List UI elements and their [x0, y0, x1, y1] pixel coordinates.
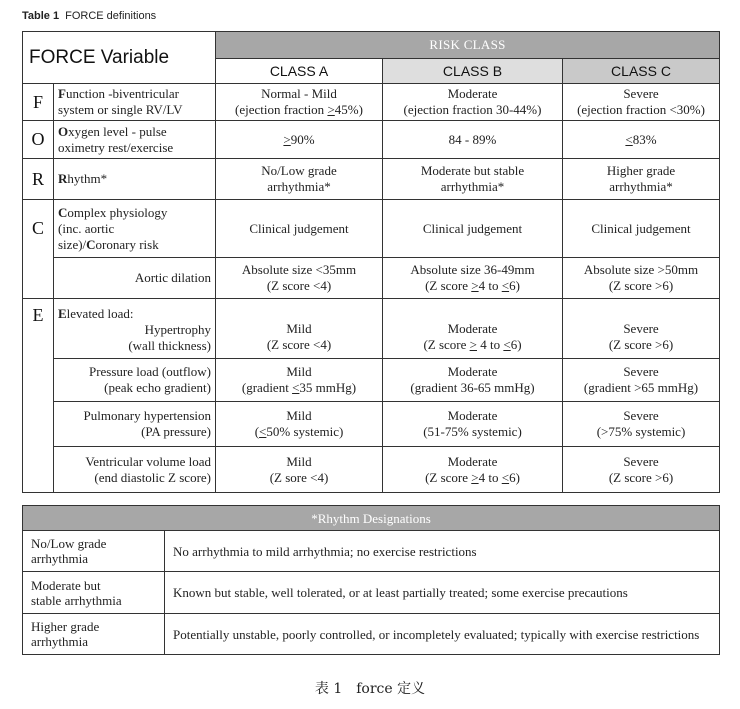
aortic-class-a: Absolute size <35mm (Z score <4): [216, 258, 383, 299]
pulmonary-class-c: Severe (>75% systemic): [563, 402, 720, 447]
function-class-c: Severe (ejection fraction <30%): [563, 84, 720, 121]
legend-text: Potentially unstable, poorly controlled, or incompletely evaluated; typically with exercise restrictions: [165, 614, 720, 655]
table-caption-label: Table 1: [22, 10, 60, 22]
class-c-header: CLASS C: [563, 59, 720, 84]
rhythm-class-c: Higher grade arrhythmia*: [563, 159, 720, 200]
letter-o: O: [23, 121, 54, 159]
legend-name: Moderate but stable arrhythmia: [23, 572, 165, 614]
hypertrophy-description: Elevated load: Hypertrophy (wall thickness): [54, 299, 216, 359]
letter-f: F: [23, 84, 54, 121]
rhythm-class-a: No/Low grade arrhythmia*: [216, 159, 383, 200]
table-row-oxygen: [23, 121, 720, 159]
hypertrophy-class-a: Mild (Z score <4): [216, 299, 383, 359]
force-variable-header: FORCE Variable: [23, 32, 216, 84]
function-description: Function -biventricular system or single RV/LV: [54, 84, 216, 121]
rhythm-designations-header: *Rhythm Designations: [23, 506, 720, 531]
table-row-complex: [23, 200, 720, 258]
class-b-header: CLASS B: [383, 59, 563, 84]
pressure-class-b: Moderate (gradient 36-65 mmHg): [383, 359, 563, 402]
legend-text: No arrhythmia to mild arrhythmia; no exercise restrictions: [165, 531, 720, 572]
legend-name: No/Low grade arrhythmia: [23, 531, 165, 572]
hypertrophy-class-b: Moderate (Z score > 4 to <6): [383, 299, 563, 359]
volume-class-b: Moderate (Z score >4 to <6): [383, 447, 563, 493]
aortic-description: Aortic dilation: [54, 258, 216, 299]
table-row-hypertrophy: [23, 299, 720, 359]
pressure-class-a: Mild (gradient <35 mmHg): [216, 359, 383, 402]
legend-text: Known but stable, well tolerated, or at least partially treated; some exercise precautions: [165, 572, 720, 614]
pressure-description: Pressure load (outflow) (peak echo gradient): [54, 359, 216, 402]
oxygen-class-a: >90%: [216, 121, 383, 159]
table-row-rhythm: [23, 159, 720, 200]
rhythm-description: Rhythm*: [54, 159, 216, 200]
function-class-a: Normal - Mild (ejection fraction >45%): [216, 84, 383, 121]
pulmonary-class-b: Moderate (51-75% systemic): [383, 402, 563, 447]
force-table: [22, 31, 720, 493]
legend-row: [23, 572, 720, 614]
aortic-class-b: Absolute size 36-49mm (Z score >4 to <6): [383, 258, 563, 299]
class-a-header: CLASS A: [216, 59, 383, 84]
letter-c: C: [23, 200, 54, 299]
pulmonary-description: Pulmonary hypertension (PA pressure): [54, 402, 216, 447]
complex-class-b: Clinical judgement: [383, 200, 563, 258]
pulmonary-class-a: Mild (<50% systemic): [216, 402, 383, 447]
volume-class-c: Severe (Z score >6): [563, 447, 720, 493]
hypertrophy-class-c: Severe (Z score >6): [563, 299, 720, 359]
table-caption: [22, 10, 156, 22]
complex-class-c: Clinical judgement: [563, 200, 720, 258]
letter-e: E: [23, 299, 54, 493]
table-row-function: [23, 84, 720, 121]
table-row-pulmonary: [23, 402, 720, 447]
oxygen-description: Oxygen level - pulse oximetry rest/exercise: [54, 121, 216, 159]
complex-class-a: Clinical judgement: [216, 200, 383, 258]
volume-description: Ventricular volume load (end diastolic Z score): [54, 447, 216, 493]
rhythm-class-b: Moderate but stable arrhythmia*: [383, 159, 563, 200]
footer-caption: 表 1 force 定义: [314, 681, 426, 697]
function-class-b: Moderate (ejection fraction 30-44%): [383, 84, 563, 121]
table-row-pressure: [23, 359, 720, 402]
oxygen-class-c: <83%: [563, 121, 720, 159]
letter-r: R: [23, 159, 54, 200]
aortic-class-c: Absolute size >50mm (Z score >6): [563, 258, 720, 299]
volume-class-a: Mild (Z sore <4): [216, 447, 383, 493]
legend-name: Higher grade arrhythmia: [23, 614, 165, 655]
complex-description: Complex physiology (inc. aortic size)/Coronary risk: [54, 200, 216, 258]
table-caption-text: FORCE definitions: [65, 10, 157, 22]
table-row-volume: [23, 447, 720, 493]
rhythm-designations-table: [22, 505, 720, 655]
legend-row: [23, 531, 720, 572]
risk-class-header: RISK CLASS: [216, 32, 720, 59]
legend-row: [23, 614, 720, 655]
oxygen-class-b: 84 - 89%: [383, 121, 563, 159]
pressure-class-c: Severe (gradient >65 mmHg): [563, 359, 720, 402]
table-row-aortic: [23, 258, 720, 299]
